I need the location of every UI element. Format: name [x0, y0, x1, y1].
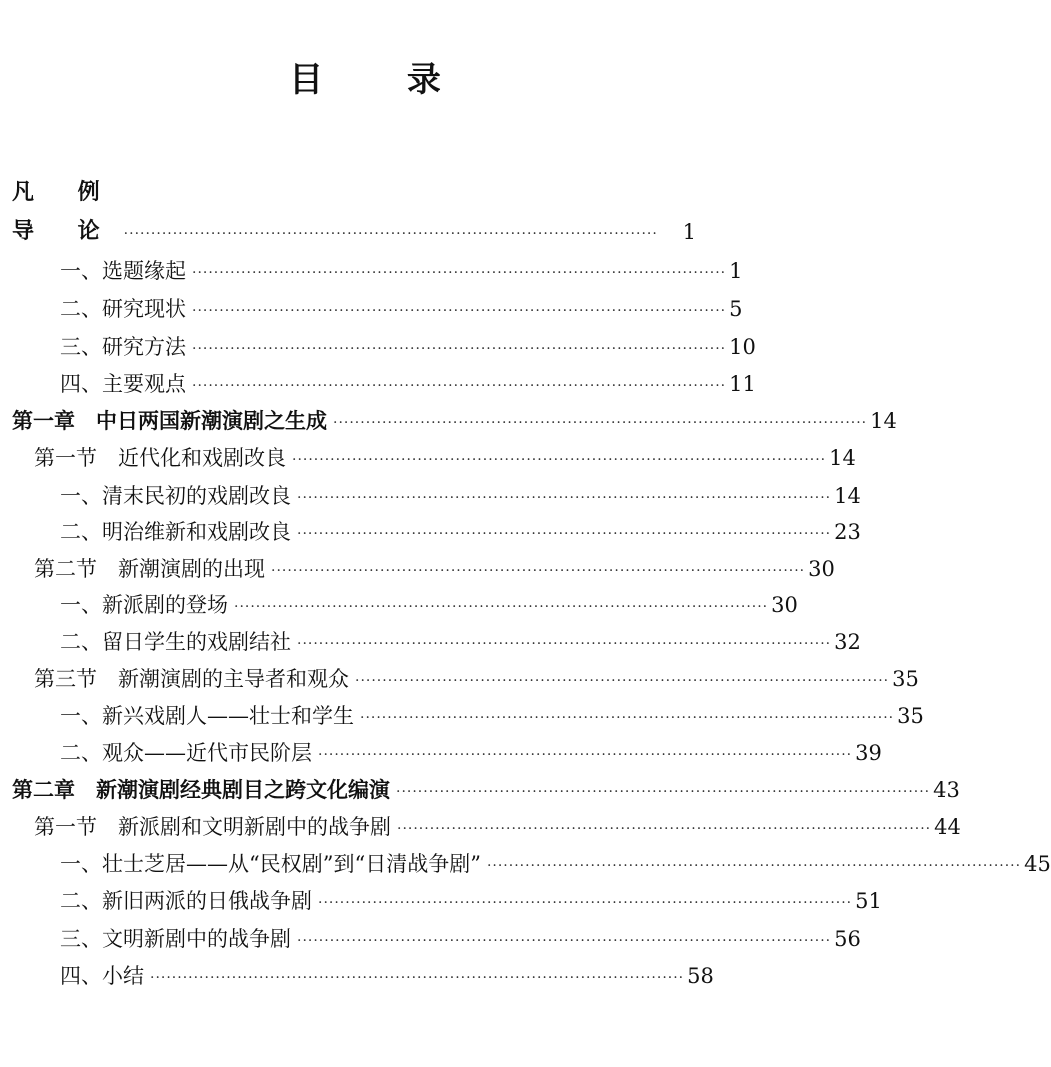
toc-entry[interactable]	[60, 258, 743, 284]
page-number: 39	[855, 741, 882, 765]
toc-entry[interactable]	[60, 851, 1051, 877]
toc-entry-chapter[interactable]	[12, 408, 897, 434]
page-number: 58	[687, 964, 714, 988]
toc-entry-label: 二、明治维新和戏剧改良	[60, 520, 291, 544]
toc-entry[interactable]	[60, 888, 882, 914]
dot-leader: ··································································································	[355, 673, 890, 689]
toc-entry[interactable]	[60, 519, 861, 545]
page-number: 30	[808, 557, 835, 581]
toc-entry-label: 第一节 新派剧和文明新剧中的战争剧	[34, 815, 391, 839]
toc-entry-label: 第三节 新潮演剧的主导者和观众	[34, 667, 349, 691]
dot-leader: ··································································································	[333, 415, 868, 431]
page-number: 30	[771, 593, 798, 617]
toc-entry[interactable]	[60, 740, 882, 766]
dot-leader: ··································································································	[486, 858, 1022, 874]
toc-entry-section[interactable]	[34, 666, 919, 692]
page-number: 1	[682, 220, 696, 244]
dot-leader: ··································································································	[271, 563, 806, 579]
toc-entry-label: 第一章 中日两国新潮演剧之生成	[12, 409, 327, 433]
toc-entry-label: 第二节 新潮演剧的出现	[34, 557, 265, 581]
toc-entry-section[interactable]	[34, 556, 835, 582]
toc-entry-chapter[interactable]	[12, 777, 960, 803]
toc-entry-label: 二、研究现状	[60, 297, 186, 321]
toc-entry-label: 四、主要观点	[60, 372, 186, 396]
toc-entry-label: 四、小结	[60, 964, 144, 988]
dot-leader: ··································································································	[192, 303, 727, 319]
toc-entry-label: 二、留日学生的戏剧结社	[60, 630, 291, 654]
page-number: 14	[834, 484, 861, 508]
toc-entry[interactable]	[60, 592, 798, 618]
page-number: 14	[870, 409, 897, 433]
toc-entry-section[interactable]	[34, 445, 856, 471]
toc-entry-section[interactable]	[34, 814, 961, 840]
dot-leader: ··································································································	[150, 970, 685, 986]
toc-entry-label: 一、清末民初的戏剧改良	[60, 484, 291, 508]
page-number: 10	[729, 335, 756, 359]
toc-entry-label: 一、选题缘起	[60, 259, 186, 283]
toc-entry-label: 二、观众——近代市民阶层	[60, 741, 312, 765]
dot-leader: ··································································································	[123, 226, 658, 242]
toc-entry[interactable]	[60, 334, 756, 360]
dot-leader: ··································································································	[297, 933, 832, 949]
dot-leader: ··································································································	[360, 710, 895, 726]
dot-leader: ··································································································	[297, 636, 832, 652]
toc-entry-front-matter[interactable]	[12, 180, 696, 206]
page-number: 23	[834, 520, 861, 544]
dot-leader: ··································································································	[192, 265, 727, 281]
toc-entry[interactable]	[60, 703, 924, 729]
dot-leader: ··································································································	[318, 747, 853, 763]
toc-entry[interactable]	[60, 629, 861, 655]
dot-leader: ··································································································	[292, 452, 827, 468]
dot-leader: ··································································································	[297, 526, 832, 542]
dot-leader: ··································································································	[318, 895, 853, 911]
page-number: 14	[829, 446, 856, 470]
toc-entry-label: 凡 例	[12, 180, 118, 205]
page-number: 1	[729, 259, 743, 283]
page-number: 51	[855, 889, 882, 913]
page-number: 44	[934, 815, 961, 839]
toc-entry-label: 一、壮士芝居——从“民权剧”到“日清战争剧”	[60, 852, 481, 876]
page-number: 11	[729, 372, 756, 396]
dot-leader: ··································································································	[192, 378, 727, 394]
page-title: 目 录	[289, 60, 477, 100]
toc-entry-label: 导 论	[12, 219, 118, 244]
dot-leader: ··································································································	[297, 490, 832, 506]
toc-entry[interactable]	[60, 371, 756, 397]
toc-entry-label: 三、研究方法	[60, 335, 186, 359]
dot-leader: ··································································································	[397, 821, 932, 837]
toc-entry-label: 第二章 新潮演剧经典剧目之跨文化编演	[12, 778, 390, 802]
toc-entry-label: 第一节 近代化和戏剧改良	[34, 446, 286, 470]
page-number: 56	[834, 927, 861, 951]
toc-entry-label: 一、新兴戏剧人——壮士和学生	[60, 704, 354, 728]
page-number: 45	[1024, 852, 1051, 876]
toc-entry-label: 一、新派剧的登场	[60, 593, 228, 617]
page-number: 35	[897, 704, 924, 728]
toc-entry[interactable]	[60, 296, 743, 322]
page-number: 32	[834, 630, 861, 654]
toc-entry-introduction[interactable]	[12, 219, 696, 245]
toc-entry-label: 二、新旧两派的日俄战争剧	[60, 889, 312, 913]
dot-leader: ··································································································	[192, 341, 727, 357]
page-number: 5	[729, 297, 743, 321]
toc-entry[interactable]	[60, 926, 861, 952]
dot-leader: ··································································································	[396, 784, 931, 800]
dot-leader: ··································································································	[234, 599, 769, 615]
toc-entry[interactable]	[60, 963, 714, 989]
toc-entry[interactable]	[60, 483, 861, 509]
page-number: 35	[892, 667, 919, 691]
toc-entry-label: 三、文明新剧中的战争剧	[60, 927, 291, 951]
page-number: 43	[933, 778, 960, 802]
